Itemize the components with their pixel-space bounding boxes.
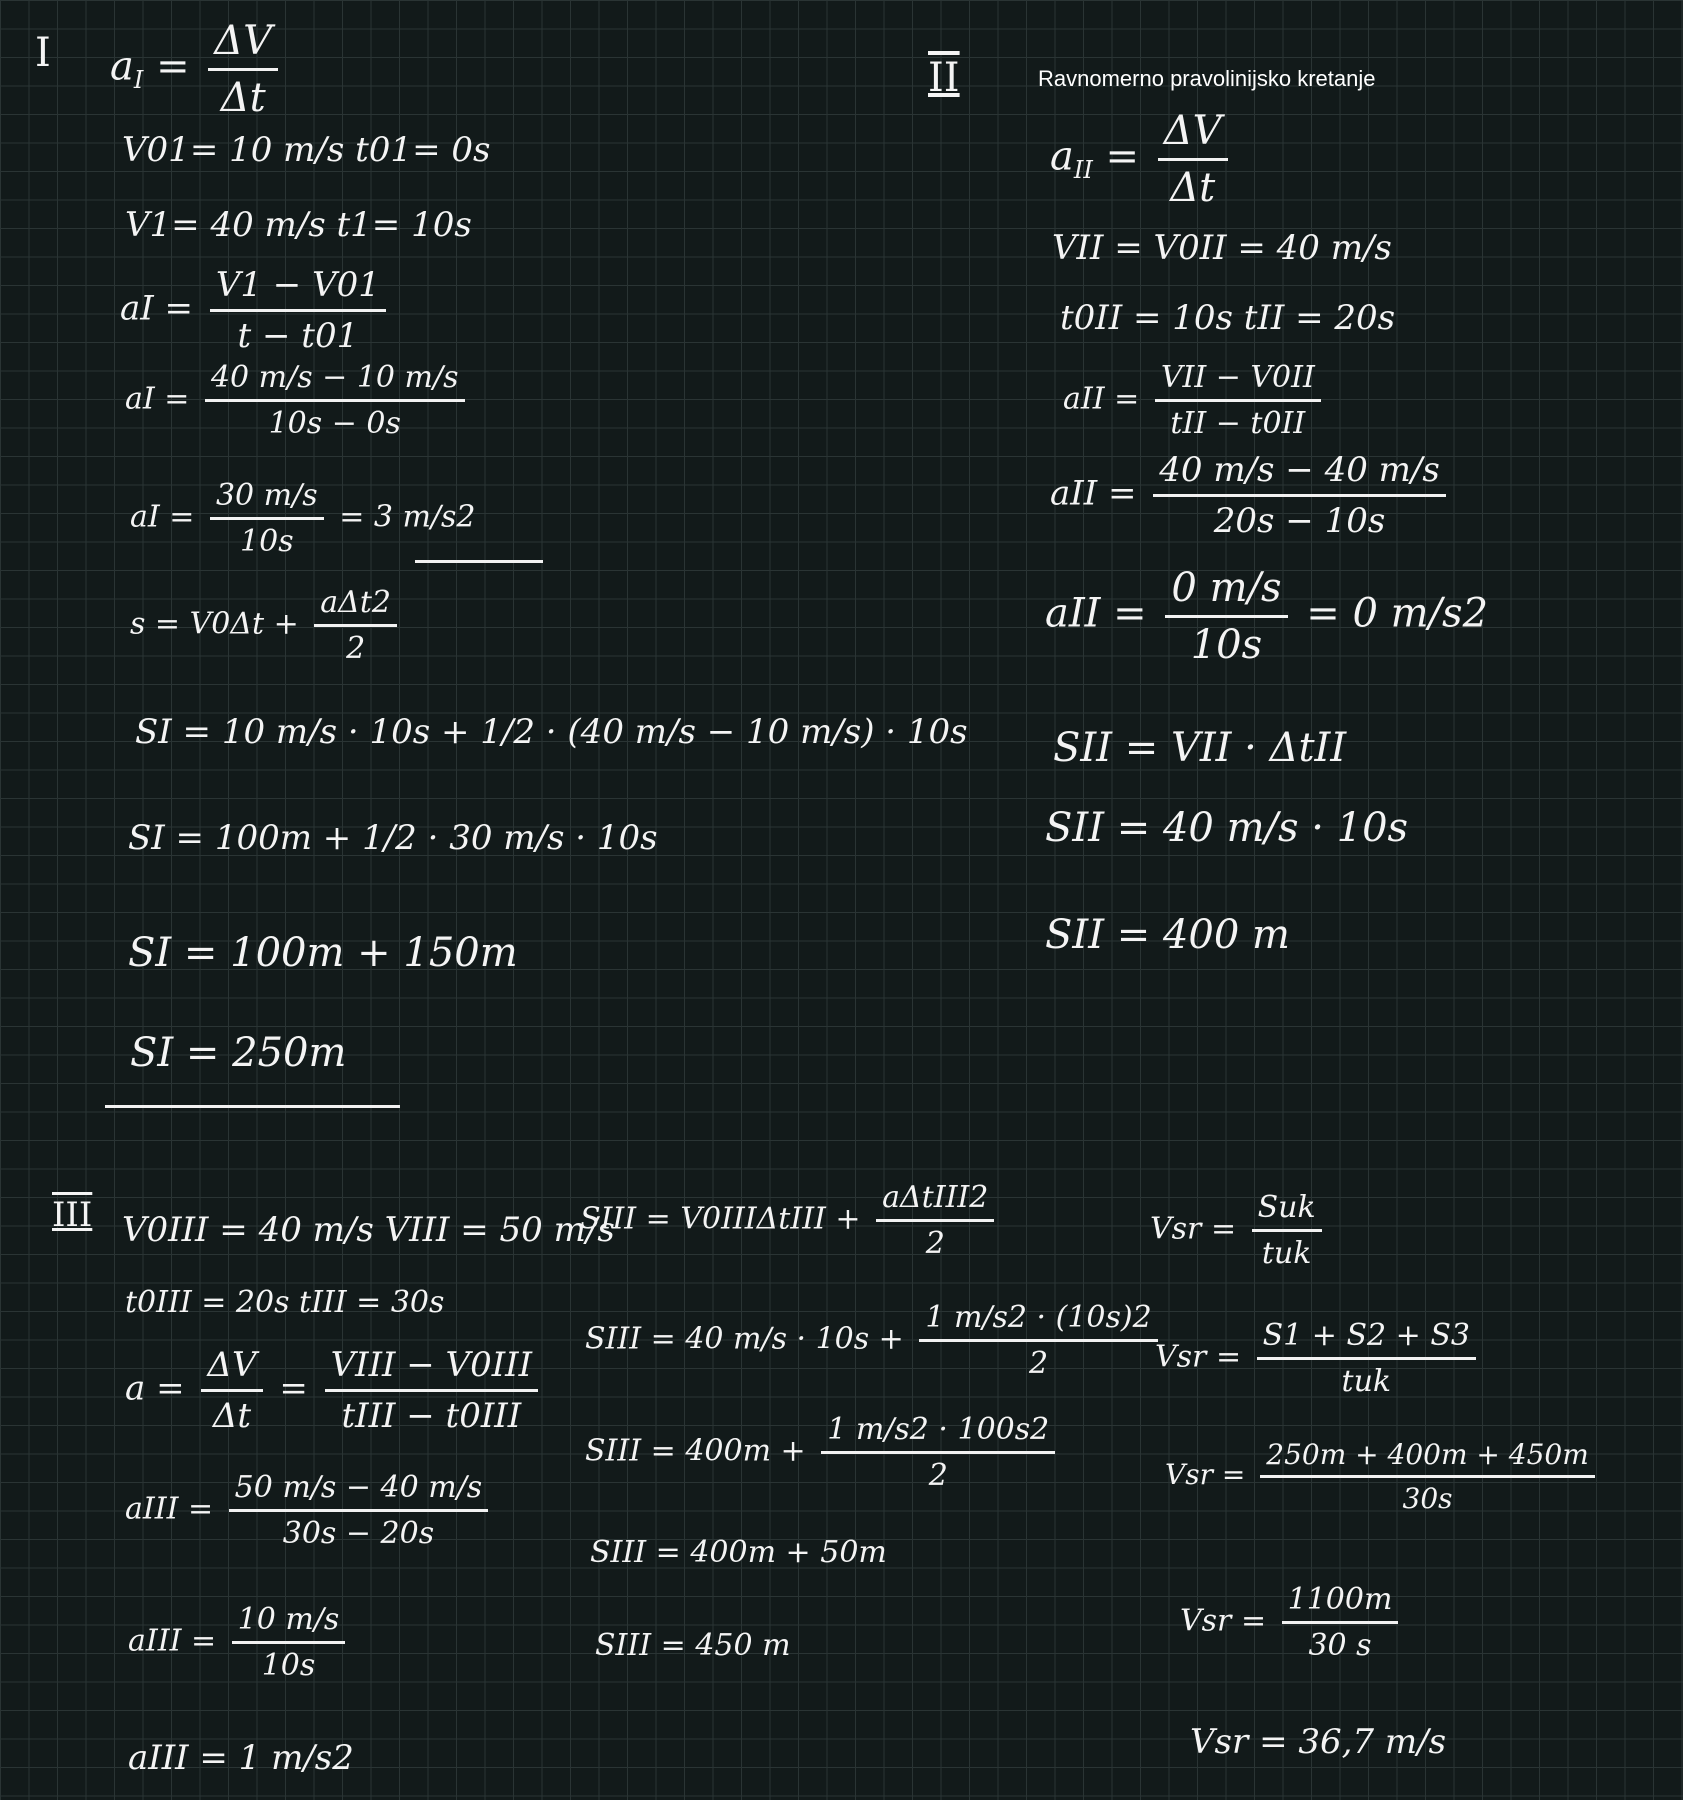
path-formula-fraction	[876, 1180, 994, 1261]
path-step2-lhs: SIII = 400m +	[585, 1433, 816, 1469]
result-fraction	[1165, 565, 1287, 668]
section2-label: II	[928, 55, 960, 101]
section1-path-substitution: SI = 10 m/s · 10s + 1/2 · (40 m/s − 10 m/s) · 10s	[135, 712, 968, 752]
section2-given-velocity: VII = V0II = 40 m/s	[1052, 228, 1392, 268]
section2-given-times: t0II = 10s tII = 20s	[1060, 298, 1396, 338]
result-lhs: aII =	[1045, 590, 1147, 637]
result-numerator: 0 m/s	[1165, 565, 1287, 618]
section2-acceleration-result	[1045, 565, 1488, 668]
def-lhs: a	[1050, 133, 1074, 180]
section3-path-substitution	[585, 1300, 1164, 1381]
result-lhs: aI =	[130, 499, 195, 535]
section3-path-result: SIII = 450 m	[595, 1628, 791, 1663]
path-formula-lhs: s = V0Δt +	[130, 606, 309, 642]
avg-def-fraction	[1252, 1190, 1322, 1271]
path-subst-fraction	[919, 1300, 1157, 1381]
section1-result-underline	[415, 560, 543, 563]
formula-lhs: aI =	[120, 288, 193, 329]
average-substitution	[1165, 1438, 1601, 1515]
subst-numerator: 50 m/s − 40 m/s	[229, 1470, 489, 1512]
avg-subst-numerator: 250m + 400m + 450m	[1260, 1438, 1595, 1478]
subst-fraction	[205, 360, 465, 441]
result-value: = 0 m/s2	[1306, 590, 1489, 637]
section1-acceleration-substitution	[125, 360, 471, 441]
path-subst-denominator: 2	[1028, 1346, 1049, 1381]
avg-def-lhs: Vsr =	[1150, 1211, 1237, 1247]
formula-numerator: V1 − V01	[210, 265, 386, 312]
section1-acceleration-formula	[120, 265, 392, 356]
average-sum	[1155, 1318, 1482, 1399]
formula-denominator: tIII − t0III	[341, 1396, 522, 1436]
formula-denominator-general: Δt	[212, 1396, 252, 1436]
formula-fraction	[210, 265, 386, 356]
formula-numerator-general: ΔV	[201, 1345, 262, 1392]
avg-step-numerator: 1100m	[1282, 1582, 1399, 1624]
step-numerator: 10 m/s	[232, 1602, 346, 1644]
section3-acceleration-result: aIII = 1 m/s2	[128, 1738, 354, 1778]
subst-denominator: 10s − 0s	[268, 406, 401, 441]
def-denominator: Δt	[1170, 165, 1216, 211]
section2-path-substitution: SII = 40 m/s · 10s	[1045, 805, 1409, 851]
section3-given-velocities: V0III = 40 m/s VIII = 50 m/s	[122, 1210, 615, 1250]
section1-given-initial: V01= 10 m/s t01= 0s	[122, 130, 491, 170]
section3-given-times: t0III = 20s tIII = 30s	[125, 1285, 445, 1320]
avg-sum-fraction	[1257, 1318, 1476, 1399]
section2-acceleration-definition: $a_{II}$ = $\frac{\Delta V}{\Delta t}$	[1050, 108, 1234, 211]
subst-numerator: 40 m/s − 10 m/s	[205, 360, 465, 402]
section1-given-final: V1= 40 m/s t1= 10s	[125, 205, 472, 245]
result-value: = 3 m/s2	[339, 499, 476, 535]
path-step2-numerator: 1 m/s2 · 100s2	[821, 1412, 1055, 1454]
avg-step-denominator: 30 s	[1308, 1628, 1372, 1663]
section3-acceleration-substitution	[125, 1470, 494, 1551]
avg-subst-lhs: Vsr =	[1165, 1458, 1246, 1491]
section2-path-result: SII = 400 m	[1045, 912, 1290, 958]
section1-final-underline	[105, 1105, 400, 1108]
avg-sum-denominator: tuk	[1341, 1364, 1392, 1399]
formula-numerator: VII − V0II	[1155, 360, 1321, 402]
result-denominator: 10s	[1190, 622, 1263, 668]
section1-path-result: SI = 250m	[130, 1030, 347, 1076]
section3-path-formula	[580, 1180, 1000, 1261]
step-fraction	[232, 1602, 346, 1683]
def-lhs-sub: I	[133, 65, 144, 94]
avg-step-lhs: Vsr =	[1180, 1603, 1267, 1639]
result-numerator: 30 m/s	[210, 478, 324, 520]
section2-title: Ravnomerno pravolinijsko kretanje	[1038, 66, 1376, 91]
section2-acceleration-substitution	[1050, 450, 1452, 541]
avg-subst-fraction	[1260, 1438, 1595, 1515]
avg-sum-lhs: Vsr =	[1155, 1339, 1242, 1375]
subst-denominator: 20s − 10s	[1213, 501, 1386, 541]
path-subst-lhs: SIII = 40 m/s · 10s +	[585, 1321, 914, 1357]
result-fraction	[210, 478, 324, 559]
step-denominator: 10s	[261, 1648, 316, 1683]
section2-acceleration-formula	[1063, 360, 1327, 441]
section3-label: III	[52, 1195, 93, 1235]
formula-fraction	[1155, 360, 1321, 441]
formula-lhs: a =	[125, 1368, 185, 1409]
def-numerator: ΔV	[1158, 108, 1228, 161]
path-formula-denominator: 2	[925, 1226, 945, 1261]
path-formula-numerator: aΔt2	[314, 585, 397, 627]
avg-def-numerator: Suk	[1252, 1190, 1322, 1232]
average-step	[1180, 1582, 1404, 1663]
subst-fraction	[1153, 450, 1446, 541]
section3-path-step3: SIII = 400m + 50m	[590, 1535, 887, 1570]
avg-step-fraction	[1282, 1582, 1399, 1663]
path-formula-denominator: 2	[346, 631, 366, 666]
step-lhs: aIII =	[128, 1623, 217, 1659]
avg-subst-denominator: 30s	[1402, 1482, 1453, 1515]
path-subst-numerator: 1 m/s2 · (10s)2	[919, 1300, 1157, 1342]
path-formula-fraction	[314, 585, 397, 666]
def-fraction	[1158, 108, 1228, 211]
formula-fraction-general	[201, 1345, 262, 1436]
subst-denominator: 30s − 20s	[282, 1516, 435, 1551]
path-formula-numerator: aΔtIII2	[876, 1180, 994, 1222]
subst-lhs: aII =	[1050, 473, 1137, 514]
subst-lhs: aI =	[125, 381, 190, 417]
section1-label: I	[35, 30, 51, 76]
section3-path-step2	[585, 1412, 1061, 1493]
def-lhs: a	[110, 43, 134, 90]
section1-acceleration-result	[130, 478, 476, 559]
path-step2-fraction	[821, 1412, 1055, 1493]
section3-acceleration-step	[128, 1602, 351, 1683]
def-fraction	[208, 18, 278, 121]
formula-lhs: aII =	[1063, 381, 1140, 417]
section3-acceleration-formula: a = $\frac{\Delta V}{\Delta t}$ = $\frac{\text{VIII − V0III}}{\text{tIII − t0III}}$	[125, 1345, 544, 1436]
subst-fraction	[229, 1470, 489, 1551]
section1-path-step2: SI = 100m + 1/2 · 30 m/s · 10s	[128, 818, 658, 858]
subst-numerator: 40 m/s − 40 m/s	[1153, 450, 1446, 497]
section1-path-formula	[130, 585, 403, 666]
path-formula-lhs: SIII = V0IIIΔtIII +	[580, 1201, 871, 1237]
section2-path-formula: SII = VII · ΔtII	[1053, 725, 1347, 771]
def-numerator: ΔV	[208, 18, 278, 71]
subst-lhs: aIII =	[125, 1491, 214, 1527]
avg-sum-numerator: S1 + S2 + S3	[1257, 1318, 1476, 1360]
avg-def-denominator: tuk	[1261, 1236, 1312, 1271]
formula-denominator: tII − t0II	[1170, 406, 1306, 441]
section1-acceleration-definition: $a_I$ = $\frac{\Delta V}{\Delta t}$	[110, 18, 284, 121]
formula-denominator: t − t01	[237, 316, 359, 356]
result-denominator: 10s	[240, 524, 294, 559]
formula-fraction	[325, 1345, 538, 1436]
formula-numerator: VIII − V0III	[325, 1345, 538, 1392]
path-step2-denominator: 2	[928, 1458, 948, 1493]
def-lhs-sub: II	[1073, 155, 1093, 184]
section1-path-step3: SI = 100m + 150m	[128, 930, 518, 976]
def-denominator: Δt	[220, 75, 266, 121]
average-result: Vsr = 36,7 m/s	[1190, 1722, 1447, 1762]
average-definition	[1150, 1190, 1328, 1271]
